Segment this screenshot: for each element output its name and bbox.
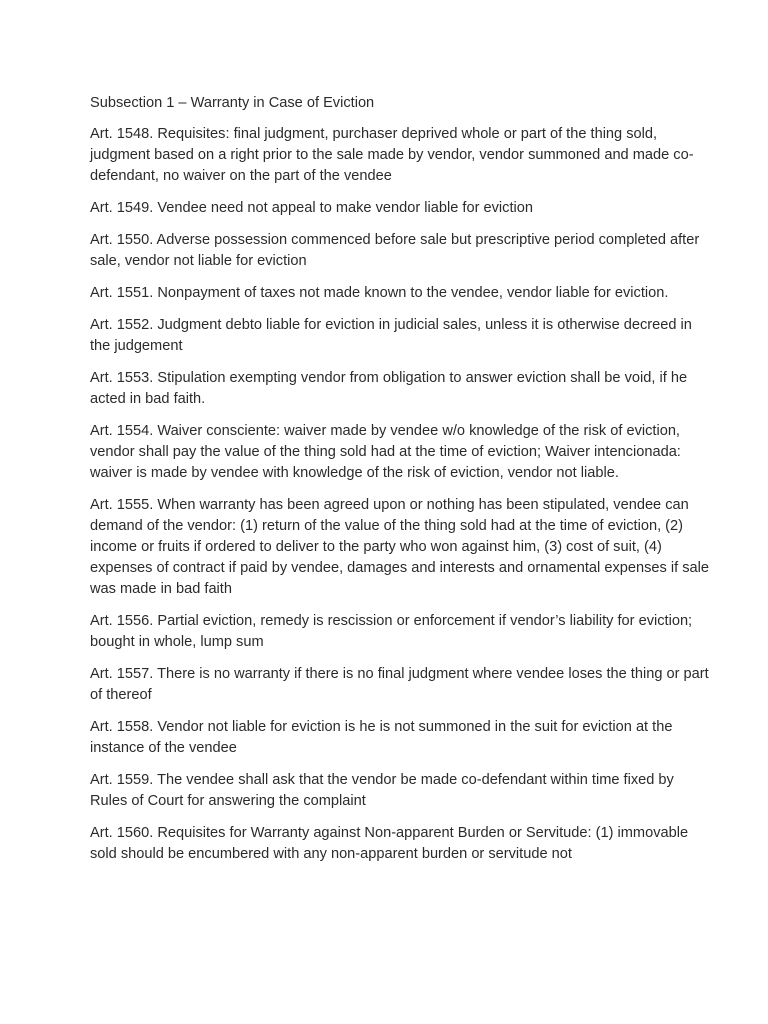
- article-1552: Art. 1552. Judgment debto liable for eviction in judicial sales, unless it is otherwise decreed in the judgement: [90, 317, 692, 354]
- article-1551: Art. 1551. Nonpayment of taxes not made known to the vendee, vendor liable for eviction.: [90, 285, 669, 301]
- article-1556: Art. 1556. Partial eviction, remedy is rescission or enforcement if vendor’s liability for eviction; bought in whole, lump sum: [90, 613, 693, 650]
- article-1557: Art. 1557. There is no warranty if there is no final judgment where vendee loses the thing or part of thereof: [90, 666, 709, 703]
- article-1550: Art. 1550. Adverse possession commenced before sale but prescriptive period completed after sale, vendor not liable for eviction: [90, 232, 700, 269]
- article-1548: Art. 1548. Requisites: final judgment, purchaser deprived whole or part of the thing sold, judgment based on a right prior to the sale made by vendor, vendor summoned and made co-defendant, no waiver on the part of the vendee: [90, 126, 694, 184]
- article-1559: Art. 1559. The vendee shall ask that the vendor be made co-defendant within time fixed by Rules of Court for answering the complaint: [90, 772, 674, 809]
- section-heading: Subsection 1 – Warranty in Case of Eviction: [90, 95, 375, 111]
- document-page: [90, 93, 710, 876]
- article-1554: Art. 1554. Waiver consciente: waiver made by vendee w/o knowledge of the risk of eviction, vendor shall pay the value of the thing sold had at the time of eviction; Waiver intencionada: waiver is made by vendee with knowledge of the risk of eviction, vendor not liable.: [90, 423, 681, 481]
- article-1553: Art. 1553. Stipulation exempting vendor from obligation to answer eviction shall be void, if he acted in bad faith.: [90, 370, 688, 407]
- article-1558: Art. 1558. Vendor not liable for eviction is he is not summoned in the suit for eviction at the instance of the vendee: [90, 719, 673, 756]
- article-1555: Art. 1555. When warranty has been agreed upon or nothing has been stipulated, vendee can demand of the vendor: (1) return of the value of the thing sold had at the time of eviction, (2) income or fruits if ordered to deliver to the party who won against him, (3) cost of suit, (4) expenses of contract if paid by vendee, damages and interests and ornamental expenses if sale was made in bad faith: [90, 497, 709, 597]
- article-1549: Art. 1549. Vendee need not appeal to make vendor liable for eviction: [90, 200, 533, 216]
- article-1560: Art. 1560. Requisites for Warranty against Non-apparent Burden or Servitude: (1) immovable sold should be encumbered with any non-apparent burden or servitude not: [90, 825, 689, 862]
